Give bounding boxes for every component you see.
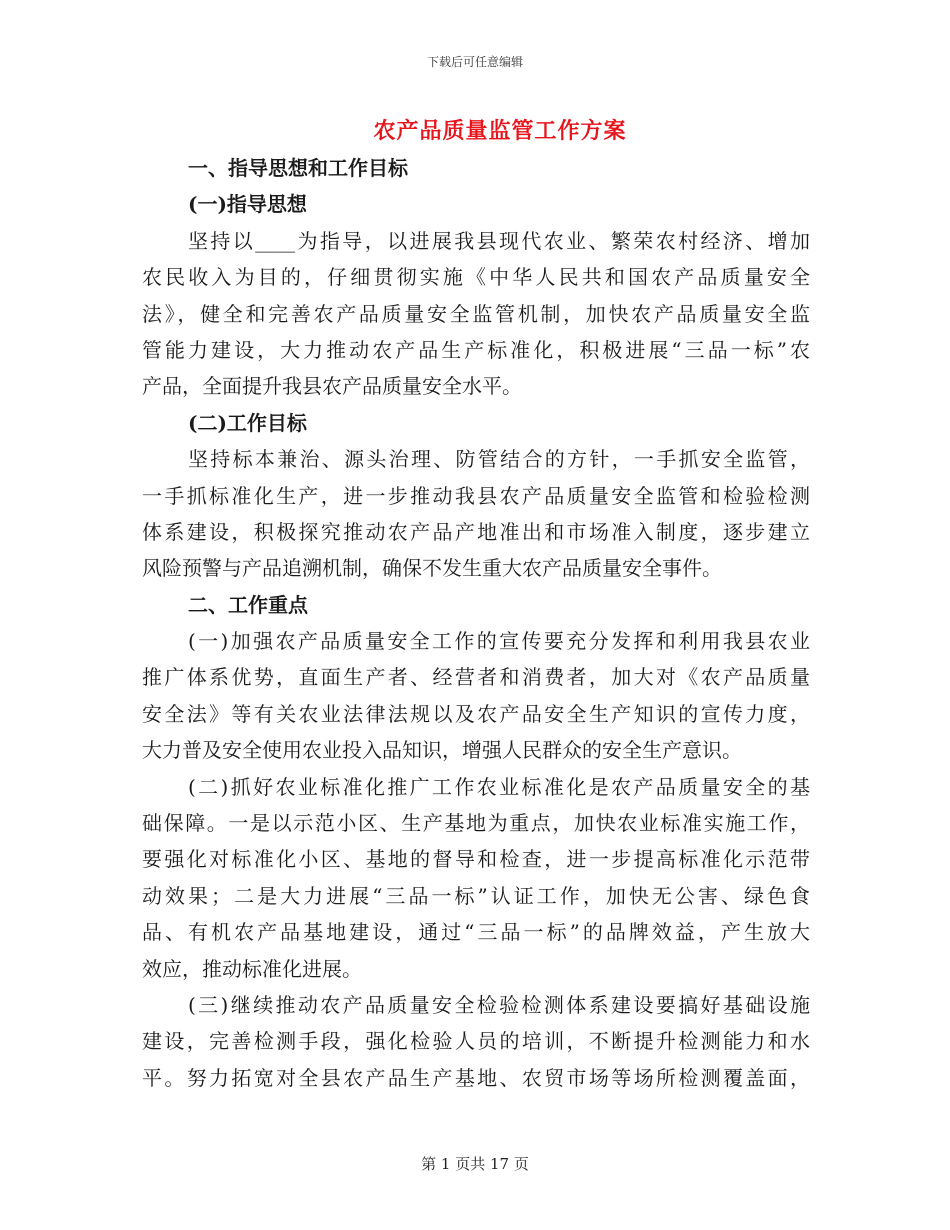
document-title: 农产品质量监管工作方案 — [373, 118, 627, 144]
paragraph-line: 体系建设，积极探究推动农产品产地准出和市场准入制度，逐步建立 — [142, 519, 810, 544]
paragraph-line: 农民收入为目的，仔细贯彻实施《中华人民共和国农产品质量安全 — [142, 265, 810, 290]
paragraph-line: 坚持以____为指导，以进展我县现代农业、繁荣农村经济、增加 — [188, 228, 810, 253]
paragraph-line: 要强化对标准化小区、基地的督导和检查，进一步提高标准化示范带 — [142, 847, 810, 872]
paragraph-line: 平。努力拓宽对全县农产品生产基地、农贸市场等场所检测覆盖面， — [142, 1065, 810, 1090]
section-heading: (一)指导思想 — [188, 192, 307, 217]
paragraph-line: 推广体系优势，直面生产者、经营者和消费者，加大对《农产品质量 — [142, 665, 810, 690]
paragraph-line: 动效果；二是大力进展“三品一标”认证工作，加快无公害、绿色食 — [142, 883, 810, 908]
paragraph-line: 法》，健全和完善农产品质量安全监管机制，加快农产品质量安全监 — [142, 301, 810, 326]
paragraph-line: 大力普及安全使用农业投入品知识，增强人民群众的安全生产意识。 — [142, 738, 742, 763]
paragraph-line: 础保障。一是以示范小区、生产基地为重点，加快农业标准实施工作， — [142, 811, 810, 836]
section-heading: (二)工作目标 — [188, 410, 307, 435]
paragraph-line: 安全法》等有关农业法律法规以及农产品安全生产知识的宣传力度， — [142, 701, 810, 726]
paragraph-line: 效应，推动标准化进展。 — [142, 956, 362, 981]
paragraph-line: 建设，完善检测手段，强化检验人员的培训，不断提升检测能力和水 — [142, 1029, 810, 1054]
paragraph-line: (一)加强农产品质量安全工作的宣传要充分发挥和利用我县农业 — [188, 629, 810, 654]
document-body — [142, 150, 810, 1096]
paragraph-line: 风险预警与产品追溯机制，确保不发生重大农产品质量安全事件。 — [142, 556, 722, 581]
paragraph-line: (三)继续推动农产品质量安全检验检测体系建设要搞好基础设施 — [188, 992, 810, 1017]
section-heading: 二、工作重点 — [188, 592, 308, 617]
paragraph-line: 产品，全面提升我县农产品质量安全水平。 — [142, 374, 522, 399]
section-heading: 一、指导思想和工作目标 — [188, 156, 408, 180]
paragraph-line: 一手抓标准化生产，进一步推动我县农产品质量安全监管和检验检测 — [142, 483, 810, 508]
paragraph-line: 坚持标本兼治、源头治理、防管结合的方针，一手抓安全监管， — [188, 447, 810, 472]
paragraph-line: 管能力建设，大力推动农产品生产标准化，积极进展“三品一标”农 — [142, 337, 810, 362]
page-number-footer: 第 1 页共 17 页 — [421, 1155, 529, 1173]
paragraph-line: (二)抓好农业标准化推广工作农业标准化是农产品质量安全的基 — [188, 774, 810, 799]
paragraph-line: 品、有机农产品基地建设，通过“三品一标”的品牌效益，产生放大 — [142, 920, 810, 945]
header-note: 下载后可任意编辑 — [426, 55, 523, 69]
